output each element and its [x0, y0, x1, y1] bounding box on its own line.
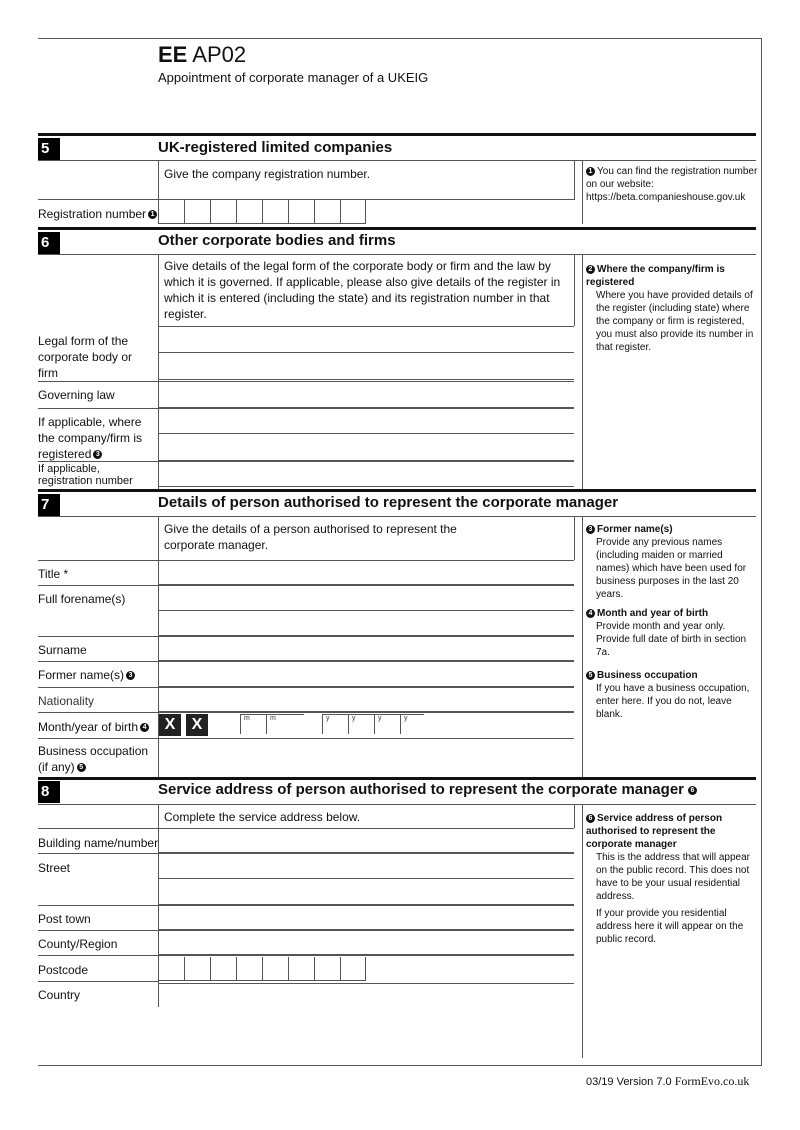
dob-year-2[interactable]: y [348, 714, 374, 734]
footer-version: 03/19 Version 7.0 [586, 1076, 672, 1088]
dob-month-1[interactable]: m [240, 714, 266, 734]
footer [586, 1074, 749, 1089]
section7-title-rule [38, 516, 756, 517]
nationality-field[interactable] [158, 688, 574, 712]
reg-digit-7[interactable] [314, 200, 340, 224]
postcode-char-8[interactable] [340, 957, 366, 981]
street-label: Street [38, 861, 71, 875]
footer-brand: FormEvo.co.uk [674, 1074, 750, 1088]
note-marker-5: 5 [586, 671, 595, 680]
title-rule [38, 585, 574, 586]
postcode-rule [38, 981, 158, 982]
dob-year-4[interactable]: y [400, 714, 424, 734]
section8-title: Service address of person authorised to represent the corporate manager [158, 781, 684, 798]
postcode-char-4[interactable] [236, 957, 262, 981]
section6-title: Other corporate bodies and firms [158, 232, 396, 249]
where-registered-label-text: If applicable, where the company/firm is registered [38, 415, 143, 461]
surname-label: Surname [38, 643, 87, 657]
registration-number-label-text: Registration number [38, 207, 147, 221]
section6-instruction: Give details of the legal form of the corporate body or firm and the law by which it is governed. If applicable, please also give details of the register in which it is entered (including the state) and its registration number in that register. [164, 259, 561, 321]
former-names-label-text: Former name(s) [38, 668, 125, 682]
form-code-number: AP02 [192, 42, 247, 67]
postcode-char-7[interactable] [314, 957, 340, 981]
section8-instr-right [574, 804, 575, 828]
postcode-label: Postcode [38, 963, 89, 977]
note6-body1: This is the address that will appear on the public record. This does not have to be your usual residential address. [596, 852, 750, 902]
dob-label [38, 719, 149, 735]
dob-day-x-1: X [159, 714, 181, 736]
section5-title-rule [38, 160, 756, 161]
dob-year-3[interactable]: y [374, 714, 400, 734]
governing-law-label: Governing law [38, 388, 115, 402]
note-marker-1: 1 [586, 167, 595, 176]
section8-title-rule [38, 804, 756, 805]
surname-field[interactable] [158, 637, 574, 661]
nationality-rule [38, 712, 574, 713]
governing-law-rule [38, 408, 574, 409]
section6-rule [38, 227, 756, 230]
postcode-char-2[interactable] [184, 957, 210, 981]
section7-number: 7 [38, 494, 60, 516]
where-registered-field-1[interactable] [158, 410, 574, 434]
section8-title-wrap [158, 781, 697, 798]
reg-number-label: If applicable, registration number [38, 463, 133, 487]
section6-title-rule [38, 254, 756, 255]
right-border [761, 38, 762, 1066]
bottom-rule [38, 1065, 762, 1066]
where-registered-field-2[interactable] [158, 437, 574, 461]
reg-digit-3[interactable] [210, 200, 236, 224]
forenames-field-2[interactable] [158, 612, 574, 636]
reg-digit-1[interactable] [158, 200, 184, 224]
reg-digit-8[interactable] [340, 200, 366, 224]
postcode-char-6[interactable] [288, 957, 314, 981]
forenames-field-1[interactable] [158, 587, 574, 611]
note6-head: Service address of person authorised to represent the corporate manager [586, 813, 723, 850]
street-field-2[interactable] [158, 881, 574, 905]
section6-note-body: Where you have provided details of the register (including state) where the company or firm is registered, you must also provide its number in that register. [596, 290, 754, 353]
occupation-label-text: Business occupation (if any) [38, 744, 149, 774]
reg-digit-2[interactable] [184, 200, 210, 224]
legal-form-rule [38, 381, 574, 382]
section6-note [586, 263, 758, 354]
note-marker-6: 6 [586, 814, 595, 823]
section5-note-text: You can find the registration number on our website: https://beta.companieshouse.gov.uk [586, 166, 758, 203]
county-rule [38, 955, 574, 956]
occupation-field[interactable] [158, 739, 574, 777]
section8-note [586, 812, 758, 946]
postcode-char-3[interactable] [210, 957, 236, 981]
section8-number: 8 [38, 781, 60, 803]
occupation-label [38, 743, 153, 775]
section7-instruction: Give the details of a person authorised to represent the corporate manager. [164, 522, 457, 552]
section6-note-head: Where the company/firm is registered [586, 264, 725, 288]
nationality-label: Nationality [38, 694, 95, 708]
dob-day-x-2: X [186, 714, 208, 736]
footnote-3-icon: 3 [126, 671, 135, 680]
postcode-char-1[interactable] [158, 957, 184, 981]
note-marker-2: 2 [586, 265, 595, 274]
note4-body: Provide month and year only. Provide full date of birth in section 7a. [596, 621, 747, 658]
postcode-input[interactable] [158, 957, 366, 981]
registration-number-input[interactable] [158, 200, 366, 224]
footnote-2-icon: 3 [93, 450, 102, 459]
section7-title: Details of person authorised to represent the corporate manager [158, 494, 619, 511]
legal-form-label: Legal form of the corporate body or firm [38, 334, 133, 380]
country-label: Country [38, 988, 81, 1002]
section8-instruction: Complete the service address below. [164, 810, 361, 824]
section7-rule [38, 489, 756, 492]
note4-head: Month and year of birth [597, 608, 709, 619]
county-label: County/Region [38, 937, 118, 951]
post-town-label: Post town [38, 912, 91, 926]
county-field[interactable] [158, 931, 574, 955]
note6-body2: If your provide you residential address here it will appear on the public record. [596, 908, 744, 945]
where-registered-rule [38, 461, 574, 462]
governing-law-field[interactable] [158, 384, 574, 408]
section7-notes [586, 523, 758, 721]
section6-instr-bottom [158, 326, 574, 327]
building-field[interactable] [158, 829, 574, 853]
title-field[interactable] [158, 561, 574, 585]
dob-month-2[interactable]: m [266, 714, 304, 734]
section5-title: UK-registered limited companies [158, 139, 393, 156]
section6-instr-right [574, 254, 575, 326]
section5-note-left [582, 160, 583, 224]
note-marker-3: 3 [586, 525, 595, 534]
footnote-5-icon: 5 [77, 763, 86, 772]
dob-label-text: Month/year of birth [38, 720, 139, 734]
registration-number-label [38, 206, 157, 222]
note5-body: If you have a business occupation, enter here. If you do not, leave blank. [596, 683, 750, 720]
footnote-4-icon: 4 [140, 723, 149, 732]
dob-year-1[interactable]: y [322, 714, 348, 734]
section7-instr-right [574, 516, 575, 560]
legal-form-field-2[interactable] [158, 356, 574, 380]
reg-digit-5[interactable] [262, 200, 288, 224]
note5-head: Business occupation [597, 670, 698, 681]
former-names-field[interactable] [158, 663, 574, 687]
section7-instr-left [158, 516, 159, 560]
building-label: Building name/number [38, 836, 159, 850]
section5-instruction: Give the company registration number. [164, 167, 371, 181]
note3-body: Provide any previous names (including maiden or married names) which have been used for business purposes in the last 20 years. [596, 537, 747, 600]
postcode-char-5[interactable] [262, 957, 288, 981]
form-code [158, 42, 246, 68]
note3-head: Former name(s) [597, 524, 673, 535]
reg-digit-6[interactable] [288, 200, 314, 224]
section5-number: 5 [38, 138, 60, 160]
form-code-bold: EE [158, 42, 188, 67]
section7-field-left [158, 560, 159, 778]
title-label: Title * [38, 567, 69, 581]
reg-number-field[interactable] [158, 463, 574, 487]
section5-instr-right [574, 160, 575, 200]
forenames-label: Full forename(s) [38, 592, 126, 606]
section7-note-left [582, 516, 583, 778]
section8-note-left [582, 804, 583, 1058]
street-field-1[interactable] [158, 855, 574, 879]
top-rule [38, 38, 762, 39]
country-field[interactable] [158, 983, 574, 1007]
legal-form-field-1[interactable] [158, 329, 574, 353]
building-rule [38, 853, 574, 854]
former-names-label [38, 667, 135, 683]
surname-rule [38, 661, 574, 662]
section6-note-left [582, 254, 583, 490]
section6-number: 6 [38, 232, 60, 254]
reg-digit-4[interactable] [236, 200, 262, 224]
section5-rule [38, 133, 756, 136]
section8-rule [38, 777, 756, 780]
section5-instr-left [158, 160, 159, 200]
where-registered-label [38, 414, 153, 462]
section5-note [586, 165, 758, 204]
post-town-field[interactable] [158, 906, 574, 930]
footnote-6-icon: 6 [688, 786, 697, 795]
footnote-1-icon: 1 [148, 210, 157, 219]
form-subtitle: Appointment of corporate manager of a UKEIG [158, 70, 429, 85]
note-marker-4: 4 [586, 609, 595, 618]
